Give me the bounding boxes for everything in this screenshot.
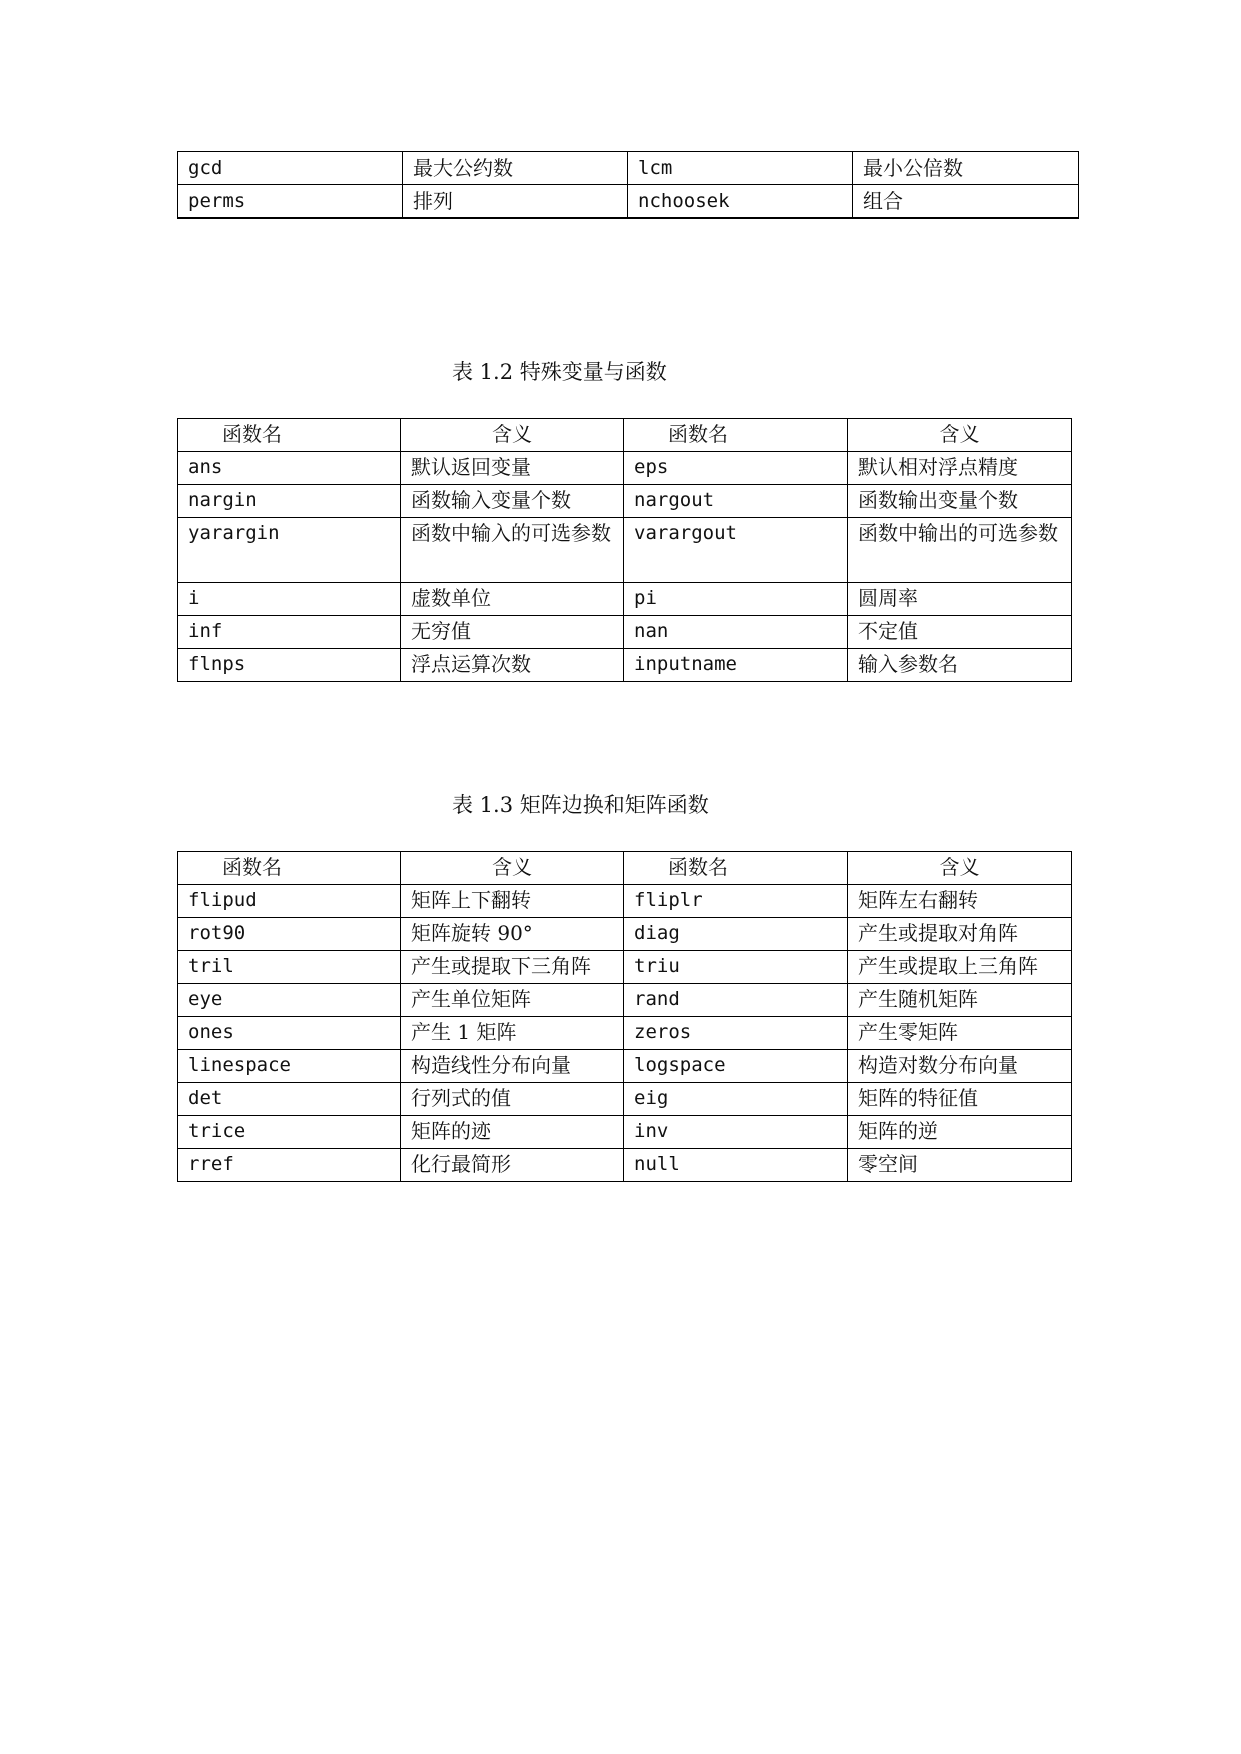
table-row	[178, 152, 1079, 185]
function-name-cell: flipud	[178, 885, 401, 918]
function-name-cell: fliplr	[624, 885, 848, 918]
meaning-cell: 矩阵旋转 90°	[401, 918, 624, 951]
table-header-row	[178, 852, 1072, 885]
meaning-cell: 不定值	[848, 616, 1072, 649]
table-row	[178, 951, 1072, 984]
function-name-cell: tril	[178, 951, 401, 984]
table-row	[178, 1050, 1072, 1083]
meaning-cell: 函数输入变量个数	[401, 485, 624, 518]
table-row	[178, 1149, 1072, 1182]
function-name-cell: ones	[178, 1017, 401, 1050]
meaning-cell: 产生单位矩阵	[401, 984, 624, 1017]
meaning-cell: 默认相对浮点精度	[848, 452, 1072, 485]
column-header: 含义	[401, 419, 624, 452]
meaning-cell: 产生或提取上三角阵	[848, 951, 1072, 984]
table-row	[178, 918, 1072, 951]
function-name-cell: perms	[178, 185, 403, 219]
meaning-cell: 矩阵的逆	[848, 1116, 1072, 1149]
table-row	[178, 616, 1072, 649]
table-row	[178, 1083, 1072, 1116]
meaning-cell: 输入参数名	[848, 649, 1072, 682]
function-name-cell: nan	[624, 616, 848, 649]
meaning-cell: 零空间	[848, 1149, 1072, 1182]
meaning-cell: 产生零矩阵	[848, 1017, 1072, 1050]
number-theory-functions-table	[177, 151, 1079, 219]
meaning-cell: 排列	[403, 185, 628, 219]
function-name-cell: inf	[178, 616, 401, 649]
meaning-cell: 圆周率	[848, 583, 1072, 616]
table-row	[178, 885, 1072, 918]
meaning-cell: 最小公倍数	[853, 152, 1079, 185]
meaning-cell: 无穷值	[401, 616, 624, 649]
function-name-cell: nargin	[178, 485, 401, 518]
function-name-cell: logspace	[624, 1050, 848, 1083]
table-row	[178, 185, 1079, 219]
function-name-cell: null	[624, 1149, 848, 1182]
table-row	[178, 452, 1072, 485]
meaning-cell: 化行最简形	[401, 1149, 624, 1182]
function-name-cell: rref	[178, 1149, 401, 1182]
function-name-cell: inv	[624, 1116, 848, 1149]
meaning-cell: 矩阵的特征值	[848, 1083, 1072, 1116]
function-name-cell: det	[178, 1083, 401, 1116]
function-name-cell: lcm	[628, 152, 853, 185]
meaning-cell: 产生或提取下三角阵	[401, 951, 624, 984]
table-caption: 表 1.2 特殊变量与函数	[452, 360, 667, 384]
column-header: 含义	[848, 419, 1072, 452]
meaning-cell: 浮点运算次数	[401, 649, 624, 682]
function-name-cell: triu	[624, 951, 848, 984]
column-header: 含义	[401, 852, 624, 885]
table-row	[178, 984, 1072, 1017]
function-name-cell: inputname	[624, 649, 848, 682]
function-name-cell: trice	[178, 1116, 401, 1149]
function-name-cell: varargout	[624, 518, 848, 583]
meaning-cell: 函数输出变量个数	[848, 485, 1072, 518]
meaning-cell: 构造线性分布向量	[401, 1050, 624, 1083]
meaning-cell: 最大公约数	[403, 152, 628, 185]
function-name-cell: gcd	[178, 152, 403, 185]
function-name-cell: eye	[178, 984, 401, 1017]
table-row	[178, 518, 1072, 583]
function-name-cell: pi	[624, 583, 848, 616]
function-name-cell: nargout	[624, 485, 848, 518]
column-header: 函数名	[178, 852, 401, 885]
function-name-cell: zeros	[624, 1017, 848, 1050]
function-name-cell: eig	[624, 1083, 848, 1116]
meaning-cell: 函数中输入的可选参数	[401, 518, 624, 583]
table-caption: 表 1.3 矩阵边换和矩阵函数	[452, 793, 709, 817]
column-header: 含义	[848, 852, 1072, 885]
special-variables-table	[177, 418, 1072, 682]
column-header: 函数名	[624, 419, 848, 452]
column-header: 函数名	[178, 419, 401, 452]
meaning-cell: 矩阵上下翻转	[401, 885, 624, 918]
table-row	[178, 1116, 1072, 1149]
function-name-cell: nchoosek	[628, 185, 853, 219]
meaning-cell: 产生随机矩阵	[848, 984, 1072, 1017]
table-row	[178, 485, 1072, 518]
function-name-cell: i	[178, 583, 401, 616]
function-name-cell: diag	[624, 918, 848, 951]
meaning-cell: 产生或提取对角阵	[848, 918, 1072, 951]
matrix-functions-table	[177, 851, 1072, 1182]
table-header-row	[178, 419, 1072, 452]
table-row	[178, 1017, 1072, 1050]
column-header: 函数名	[624, 852, 848, 885]
meaning-cell: 默认返回变量	[401, 452, 624, 485]
function-name-cell: eps	[624, 452, 848, 485]
meaning-cell: 矩阵左右翻转	[848, 885, 1072, 918]
function-name-cell: ans	[178, 452, 401, 485]
meaning-cell: 行列式的值	[401, 1083, 624, 1116]
table-row	[178, 649, 1072, 682]
function-name-cell: flnps	[178, 649, 401, 682]
function-name-cell: linespace	[178, 1050, 401, 1083]
function-name-cell: rand	[624, 984, 848, 1017]
function-name-cell: yarargin	[178, 518, 401, 583]
function-name-cell: rot90	[178, 918, 401, 951]
table-row	[178, 583, 1072, 616]
meaning-cell: 产生 1 矩阵	[401, 1017, 624, 1050]
meaning-cell: 虚数单位	[401, 583, 624, 616]
meaning-cell: 矩阵的迹	[401, 1116, 624, 1149]
meaning-cell: 组合	[853, 185, 1079, 219]
meaning-cell: 构造对数分布向量	[848, 1050, 1072, 1083]
meaning-cell: 函数中输出的可选参数	[848, 518, 1072, 583]
